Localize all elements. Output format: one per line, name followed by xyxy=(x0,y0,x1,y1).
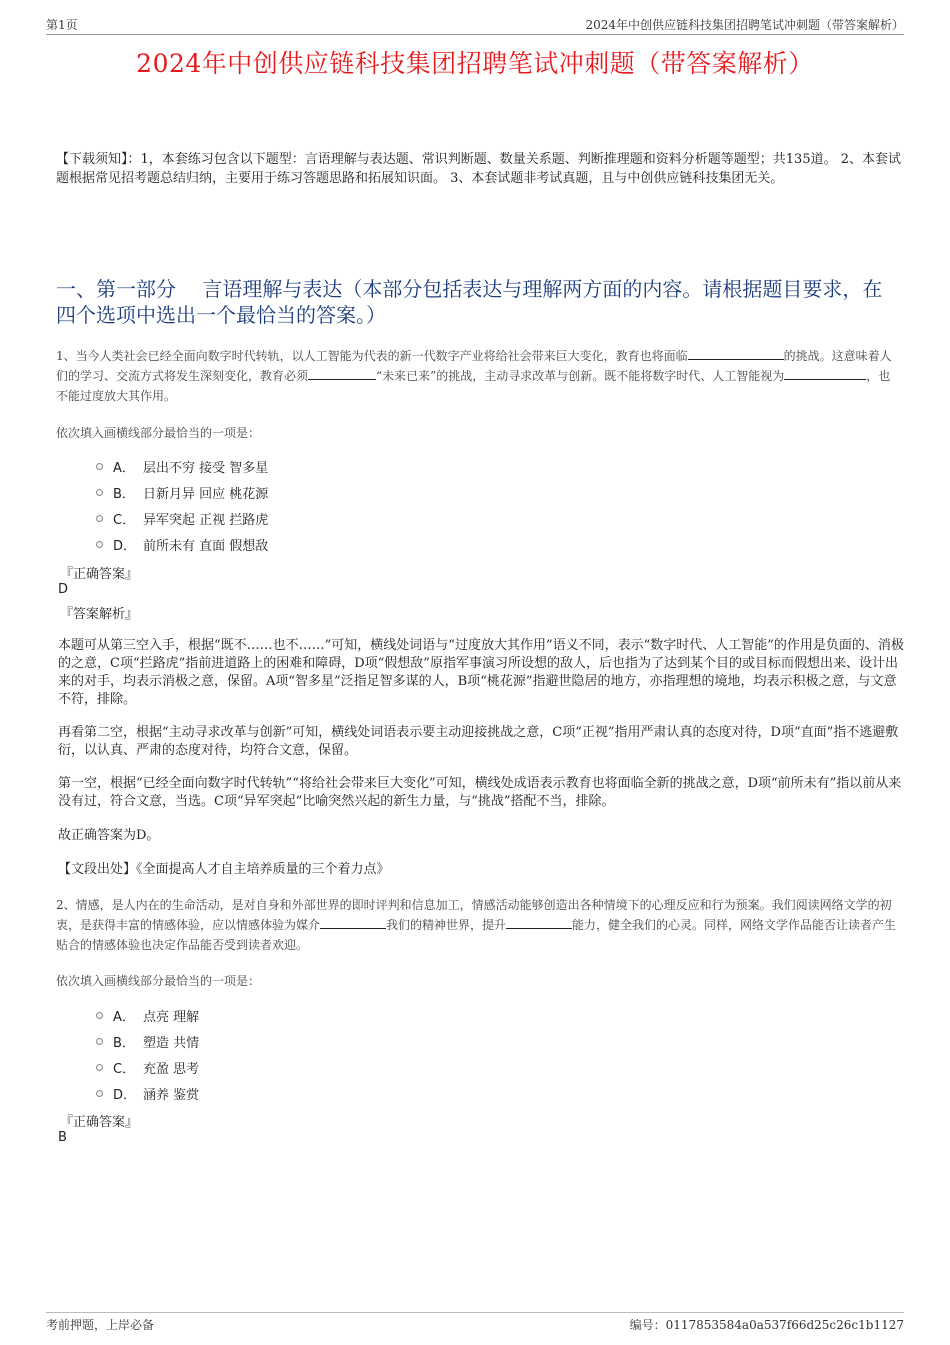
radio-icon[interactable] xyxy=(96,463,103,470)
page-number: 第1页 xyxy=(46,18,78,32)
page-header xyxy=(46,14,904,35)
radio-icon[interactable] xyxy=(96,541,103,548)
question-2-prompt: 依次填入画横线部分最恰当的一项是： xyxy=(56,974,261,988)
option-b[interactable]: B． 日新月异 回应 桃花源 xyxy=(96,479,268,505)
question-1-prompt: 依次填入画横线部分最恰当的一项是： xyxy=(56,426,261,440)
option-d[interactable]: D． 涵养 鉴赏 xyxy=(96,1080,199,1106)
correct-answer: B xyxy=(58,1130,67,1145)
option-a[interactable]: A． 点亮 理解 xyxy=(96,1002,199,1028)
question-2-stem: 2、情感，是人内在的生命活动，是对自身和外部世界的即时评判和信息加工，情感活动能够创造出各种情境下的心理反应和行为预案。我们阅读网络文学的初衷，是获得丰富的情感体验，应以情感体验为媒介 我们的精神世界，提升 能力，健全我们的心灵。同样，网络文学作品能否让读者产生贴合的情感体验也决定作品能否受到读者欢迎。 xyxy=(56,898,897,952)
radio-icon[interactable] xyxy=(96,515,103,522)
question-1-stem: 1、当今人类社会已经全面向数字时代转轨，以人工智能为代表的新一代数字产业将给社会带来巨大变化，教育也将面临 的挑战。这意味着人们的学习、交流方式将发生深刻变化，教育必须 “未来已来”的挑战，主动寻求改革与创新。既不能将数字时代、人工智能视为 ，也不能过度放大其作用。 xyxy=(56,349,892,403)
blank-3 xyxy=(784,367,866,380)
running-title: 2024年中创供应链科技集团招聘笔试冲刺题（带答案解析） xyxy=(585,18,904,32)
option-c[interactable]: C． 异军突起 正视 拦路虎 xyxy=(96,505,268,531)
analysis-paragraph: 本题可从第三空入手，根据“既不……也不……”可知，横线处词语与“过度放大其作用”语义不同，表示“数字时代、人工智能”的作用是负面的、消极的之意，C项“拦路虎”指前进道路上的困难和障碍，D项“假想敌”原指军事演习所设想的敌人，后也指为了达到某个目的或目标而假想出来、设计出来的对手，均表示消极之意，保留。A项“智多星”泛指足智多谋的人，B项“桃花源”指避世隐居的地方，亦指理想的境地，均表示积极之意，与文意不符，排除。 xyxy=(58,638,904,707)
option-b[interactable]: B． 塑造 共情 xyxy=(96,1028,199,1054)
option-d[interactable]: D． 前所未有 直面 假想敌 xyxy=(96,531,268,557)
radio-icon[interactable] xyxy=(96,1090,103,1097)
blank-1 xyxy=(688,347,784,360)
radio-icon[interactable] xyxy=(96,1012,103,1019)
blank-1 xyxy=(320,916,386,929)
option-c[interactable]: C． 充盈 思考 xyxy=(96,1054,199,1080)
page-title: 2024年中创供应链科技集团招聘笔试冲刺题（带答案解析） xyxy=(136,49,814,78)
blank-2 xyxy=(308,367,376,380)
radio-icon[interactable] xyxy=(96,1038,103,1045)
blank-2 xyxy=(506,916,572,929)
correct-answer: D xyxy=(58,582,69,597)
analysis-paragraph: 再看第二空，根据“主动寻求改革与创新”可知，横线处词语表示要主动迎接挑战之意，C项“正视”指用严肃认真的态度对待，D项“直面”指不逃避敷衍，以认真、严肃的态度对待，均符合文意，保留。 xyxy=(58,725,899,758)
analysis-paragraph: 第一空，根据“已经全面向数字时代转轨”“将给社会带来巨大变化”可知，横线处成语表示教育也将面临全新的挑战之意，D项“前所未有”指以前从来没有过，符合文意，当选。C项“异军突起”比喻突然兴起的新生力量，与“挑战”搭配不当，排除。 xyxy=(58,776,902,809)
question-2-options xyxy=(96,1002,199,1106)
answer-label: 『正确答案』 xyxy=(60,567,139,582)
passage-source: 【文段出处】《全面提高人才自主培养质量的三个着力点》 xyxy=(58,862,390,877)
radio-icon[interactable] xyxy=(96,489,103,496)
page-footer xyxy=(46,1312,904,1332)
download-notice: 【下载须知】：1，本套练习包含以下题型：言语理解与表达题、常识判断题、数量关系题、判断推理题和资料分析题等题型；共135道。 2、本套试题根据常见招考题总结归纳，主要用于练习答题思路和拓展知识面。 3、本套试题非考试真题，且与中创供应链科技集团无关。 xyxy=(56,152,901,186)
footer-slogan: 考前押题，上岸必备 xyxy=(46,1318,155,1332)
document-id: 编号：0117853584a0a537f66d25c26c1b1127 xyxy=(629,1318,904,1332)
radio-icon[interactable] xyxy=(96,1064,103,1071)
answer-label: 『正确答案』 xyxy=(60,1115,139,1130)
analysis-conclusion: 故正确答案为D。 xyxy=(58,828,160,843)
analysis-label: 『答案解析』 xyxy=(60,607,139,622)
section-title: 一、第一部分 言语理解与表达（本部分包括表达与理解两方面的内容。请根据题目要求，在四个选项中选出一个最恰当的答案。） xyxy=(56,277,883,327)
question-1-options xyxy=(96,453,268,557)
option-a[interactable]: A． 层出不穷 接受 智多星 xyxy=(96,453,268,479)
